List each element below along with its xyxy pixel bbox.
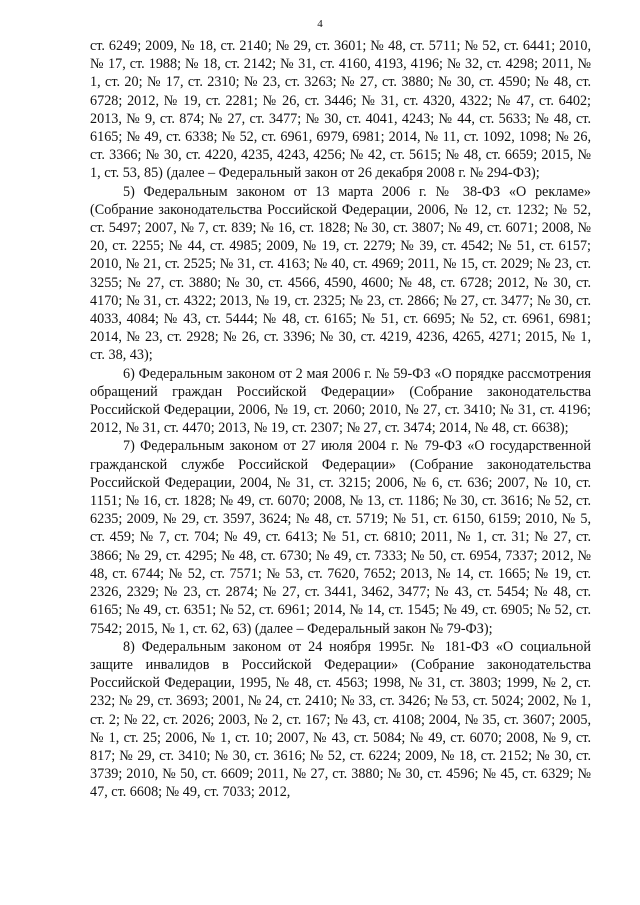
paragraph-item-7-civil-service-law: 7) Федеральным законом от 27 июля 2004 г. № 79-ФЗ «О государственной гражданской службе Российской Федерации» (Собрание законодательства Российской Федерации, 2004, № 31, ст. 3215; 2006, № 6, ст. 636; 2007, № 10, ст. 1151; № 16, ст. 1828; № 49, ст. 6070; 2008, № 13, ст. 1186; № 30, ст. 3616; № 52, ст. 6235; 2009, № 29, ст. 3597, 3624; № 48, ст. 5719; № 51, ст. 6150, 6159; 2010, № 5, ст. 459; № 7, ст. 704; № 49, ст. 6413; № 51, ст. 6810; 2011, № 1, ст. 31; № 27, ст. 3866; № 29, ст. 4295; № 48, ст. 6730; № 49, ст. 7333; № 50, ст. 6954, 7337; 2012, № 48, ст. 6744; № 52, ст. 7571; № 53, ст. 7620, 7652; 2013, № 14, ст. 1665; № 19, ст. 2326, 2329; № 23, ст. 2874; № 27, ст. 3441, 3462, 3477; № 43, ст. 5454; № 48, ст. 6165; № 49, ст. 6351; № 52, ст. 6961; 2014, № 14, ст. 1545; № 49, ст. 6905; № 52, ст. 7542; 2015, № 1, ст. 62, 63) (далее – Федеральный закон № 79-ФЗ); [90,438,591,637]
paragraph-item-8-disabled-protection-law: 8) Федеральным законом от 24 ноября 1995г. № 181-ФЗ «О социальной защите инвалидов в Российской Федерации» (Собрание законодательства Российской Федерации, 1995, № 48, ст. 4563; 1998, № 31, ст. 3803; 1999, № 2, ст. 232; № 29, ст. 3693; 2001, № 24, ст. 2410; № 33, ст. 3426; № 53, ст. 5024; 2002, № 1, ст. 2; № 22, ст. 2026; 2003, № 2, ст. 167; № 43, ст. 4108; 2004, № 35, ст. 3607; 2005, № 1, ст. 25; 2006, № 1, ст. 10; 2007, № 43, ст. 5084; № 49, ст. 6070; 2008, № 9, ст. 817; № 29, ст. 3410; № 30, ст. 3616; № 52, ст. 6224; 2009, № 18, ст. 2152; № 30, ст. 3739; 2010, № 50, ст. 6609; 2011, № 27, ст. 3880; № 30, ст. 4596; № 45, ст. 6329; № 47, ст. 6608; № 49, ст. 7033; 2012, [90,638,591,801]
paragraph-continuation-294-fz: ст. 6249; 2009, № 18, ст. 2140; № 29, ст. 3601; № 48, ст. 5711; № 52, ст. 6441; 2010, № 17, ст. 1988; № 18, ст. 2142; № 31, ст. 4160, 4193, 4196; № 32, ст. 4298; 2011, № 1, ст. 20; № 17, ст. 2310; № 23, ст. 3263; № 27, ст. 3880; № 30, ст. 4590; № 48, ст. 6728; 2012, № 19, ст. 2281; № 26, ст. 3446; № 31, ст. 4320, 4322; № 47, ст. 6402; 2013, № 9, ст. 874; № 27, ст. 3477; № 30, ст. 4041, 4243; № 44, ст. 5633; № 48, ст. 6165; № 49, ст. 6338; № 52, ст. 6961, 6979, 6981; 2014, № 11, ст. 1092, 1098; № 26, ст. 3366; № 30, ст. 4220, 4235, 4243, 4256; № 42, ст. 5615; № 48, ст. 6659; 2015, № 1, ст. 53, 85) (далее – Федеральный закон от 26 декабря 2008 г. № 294-ФЗ); [90,38,591,182]
paragraph-item-6-citizen-appeals-law: 6) Федеральным законом от 2 мая 2006 г. № 59-ФЗ «О порядке рассмотрения обращений граждан Российской Федерации» (Собрание законодательства Российской Федерации, 2006, № 19, ст. 2060; 2010, № 27, ст. 3410; № 31, ст. 4196; 2012, № 31, ст. 4470; 2013, № 19, ст. 2307; № 27, ст. 3474; 2014, № 48, ст. 6638); [90,365,591,437]
paragraph-item-5-advertising-law: 5) Федеральным законом от 13 марта 2006 г. № 38-ФЗ «О рекламе» (Собрание законодательства Российской Федерации, 2006, № 12, ст. 1232; № 52, ст. 5497; 2007, № 7, ст. 839; № 16, ст. 1828; № 30, ст. 3807; № 49, ст. 6071; 2008, № 20, ст. 2255; № 44, ст. 4985; 2009, № 19, ст. 2279; № 39, ст. 4542; № 51, ст. 6157; 2010, № 21, ст. 2525; № 31, ст. 4163; № 40, ст. 4969; 2011, № 15, ст. 2029; № 23, ст. 3255; № 27, ст. 3880; № 30, ст. 4566, 4590, 4600; № 48, ст. 6728; 2012, № 30, ст. 4170; № 31, ст. 4322; 2013, № 19, ст. 2325; № 23, ст. 2866; № 27, ст. 3477; № 30, ст. 4033, 4084; № 43, ст. 5444; № 48, ст. 6165; № 51, ст. 6695; № 52, ст. 6961, 6981; 2014, № 23, ст. 2928; № 26, ст. 3396; № 30, ст. 4219, 4236, 4265, 4271; 2015, № 1, ст. 38, 43); [90,183,591,364]
page-number: 4 [317,18,323,30]
document-body [90,37,591,802]
